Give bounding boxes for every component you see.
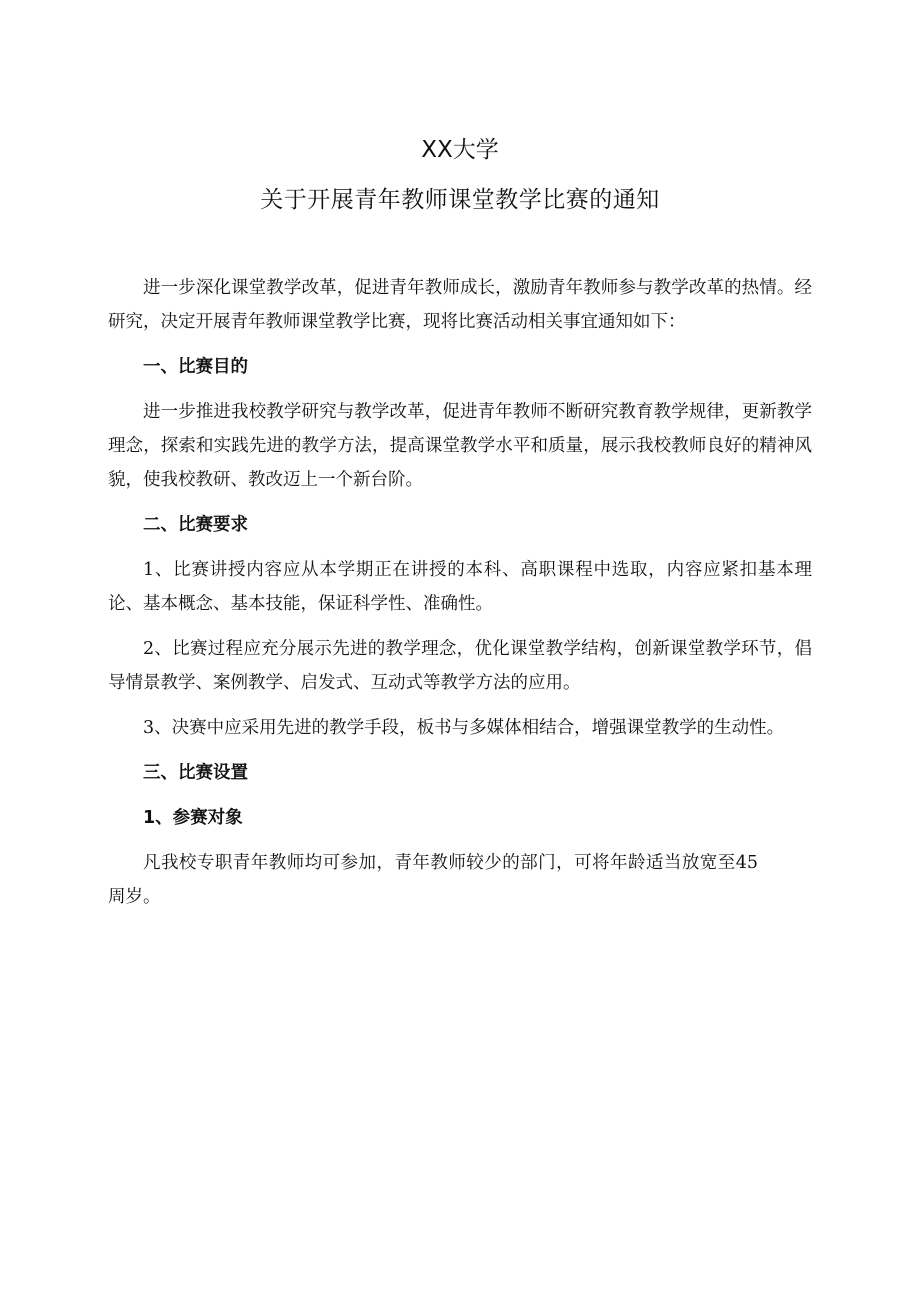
subsection-heading-participants: 1、参赛对象 [143,808,243,828]
section-heading-setup: 三、比赛设置 [143,763,248,783]
section-heading-requirements: 二、比赛要求 [143,515,248,535]
section-heading-purpose: 一、比赛目的 [143,357,248,377]
purpose-paragraph: 进一步推进我校教学研究与教学改革，促进青年教师不断研究教育教学规律，更新教学理念，探索和实践先进的教学方法，提高课堂教学水平和质量，展示我校教师良好的精神风貌，使我校教研、教改迈上一个新台阶。 [108,402,812,490]
document-body [108,271,812,914]
university-title: XX大学 [421,137,499,163]
participants-paragraph: 凡我校专职青年教师均可参加，青年教师较少的部门，可将年龄适当放宽至45周岁。 [108,853,758,907]
requirement-item-1: 1、比赛讲授内容应从本学期正在讲授的本科、高职课程中选取，内容应紧扣基本理论、基本概念、基本技能，保证科学性、准确性。 [108,560,812,614]
intro-paragraph: 进一步深化课堂教学改革，促进青年教师成长，激励青年教师参与教学改革的热情。经研究，决定开展青年教师课堂教学比赛，现将比赛活动相关事宜通知如下： [108,278,812,332]
requirement-item-3: 3、决赛中应采用先进的教学手段，板书与多媒体相结合，增强课堂教学的生动性。 [143,718,785,738]
notice-title: 关于开展青年教师课堂教学比赛的通知 [260,187,660,213]
requirement-item-2: 2、比赛过程应充分展示先进的教学理念，优化课堂教学结构，创新课堂教学环节，倡导情景教学、案例教学、启发式、互动式等教学方法的应用。 [108,639,812,693]
